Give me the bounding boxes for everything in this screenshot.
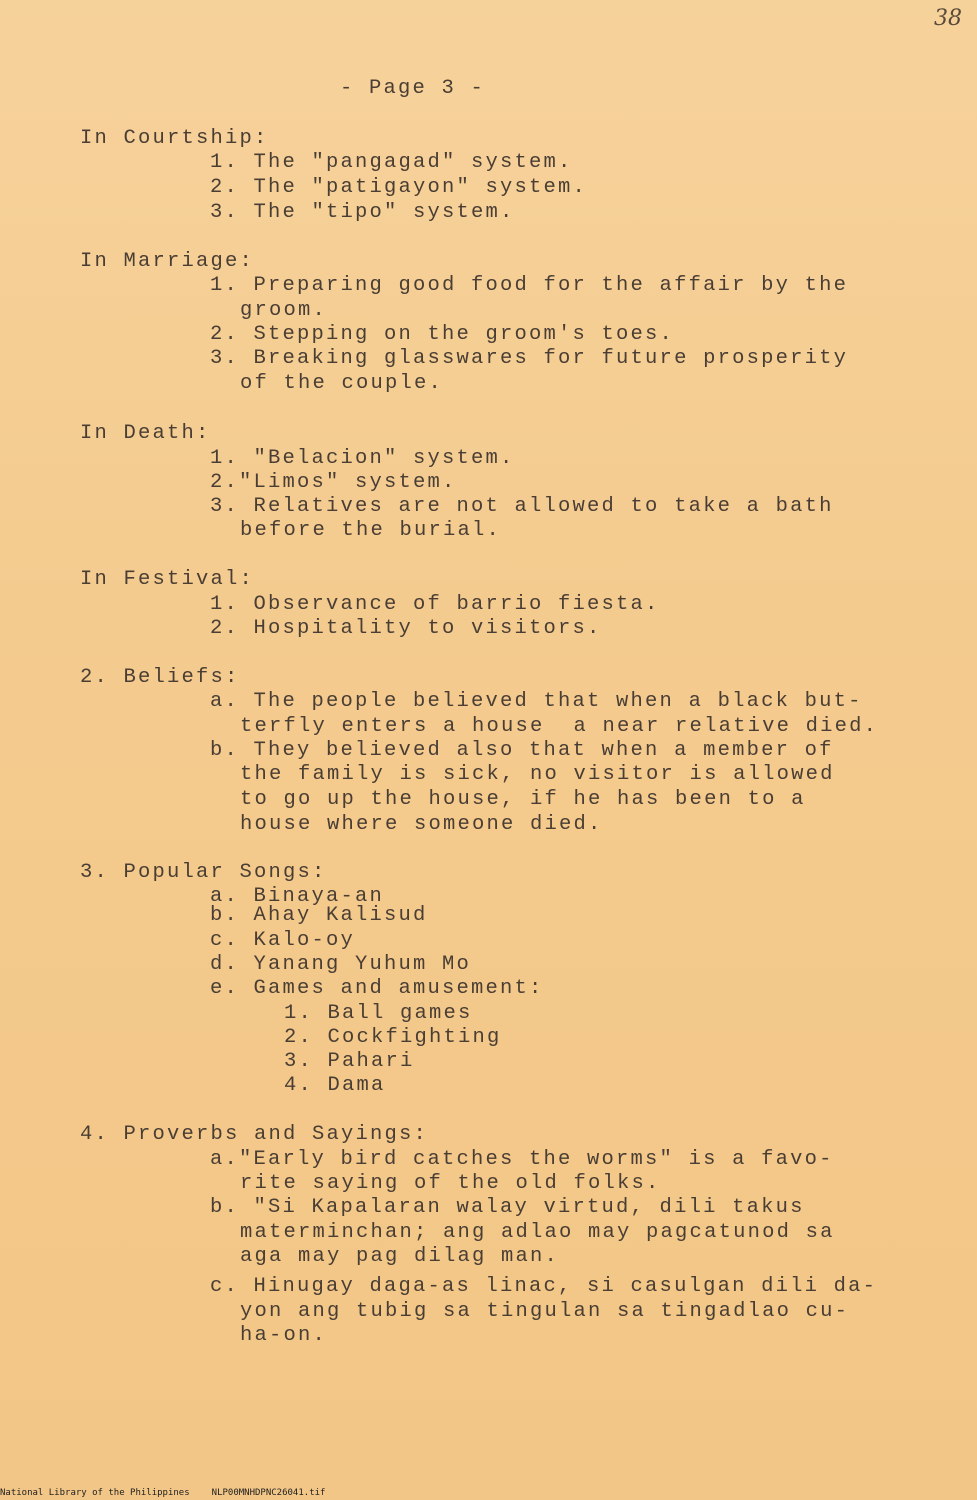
game-item: 1. Ball games [284,1002,473,1025]
festival-item: 2. Hospitality to visitors. [210,617,602,640]
section-heading-marriage: In Marriage: [80,250,255,273]
festival-item: 1. Observance of barrio fiesta. [210,593,660,616]
courtship-item: 2. The "patigayon" system. [210,176,588,199]
marriage-item: of the couple. [240,372,444,395]
song-item: d. Yanang Yuhum Mo [210,953,472,976]
proverb-item: a."Early bird catches the worms" is a favo- [210,1148,834,1171]
proverb-item: yon ang tubig sa tingulan sa tingadlao cu- [240,1300,850,1323]
archive-footer [0,1488,347,1498]
proverb-item: ha-on. [240,1324,328,1347]
footer-file-name: NLP00MNHDPNC26041.tif [211,1488,326,1498]
game-item: 2. Cockfighting [284,1026,502,1049]
marriage-item: 2. Stepping on the groom's toes. [210,323,675,346]
song-item: c. Kalo-oy [210,929,356,952]
beliefs-item: house where someone died. [240,813,603,836]
proverb-item: c. Hinugay daga-as linac, si casulgan dili da- [210,1275,878,1298]
section-heading-popular-songs: 3. Popular Songs: [80,861,327,884]
courtship-item: 1. The "pangagad" system. [210,151,573,174]
section-heading-beliefs: 2. Beliefs: [80,666,240,689]
beliefs-item: a. The people believed that when a black but- [210,690,863,713]
proverb-item: b. "Si Kapalaran walay virtud, dili takus [210,1196,805,1219]
marriage-item: groom. [240,299,328,322]
beliefs-item: b. They believed also that when a member of [210,739,834,762]
section-heading-death: In Death: [80,422,211,445]
courtship-item: 3. The "tipo" system. [210,201,515,224]
death-item: 1. "Belacion" system. [210,447,515,470]
death-item: 2."Limos" system. [210,471,457,494]
page-corner-number: 38 [934,6,962,31]
beliefs-item: to go up the house, if he has been to a [240,788,806,811]
game-item: 4. Dama [284,1074,386,1097]
death-item: 3. Relatives are not allowed to take a bath [210,495,834,518]
marriage-item: 1. Preparing good food for the affair by the [210,274,849,297]
section-heading-proverbs: 4. Proverbs and Sayings: [80,1123,429,1146]
song-item: a. Binaya-an [210,885,385,908]
proverb-item: rite saying of the old folks. [240,1172,661,1195]
page-header: - Page 3 - [340,77,486,100]
beliefs-item: the family is sick, no visitor is allowed [240,763,835,786]
song-item: e. Games and amusement: [210,977,544,1000]
proverb-item: aga may pag dilag man. [240,1245,560,1268]
death-item: before the burial. [240,519,502,542]
footer-library: National Library of the Philippines [0,1488,190,1498]
beliefs-item: terfly enters a house a near relative died. [240,715,879,738]
song-item: b. Ahay Kalisud [210,904,428,927]
marriage-item: 3. Breaking glasswares for future prosperity [210,347,849,370]
proverb-item: materminchan; ang adlao may pagcatunod sa [240,1221,835,1244]
section-heading-courtship: In Courtship: [80,127,269,150]
game-item: 3. Pahari [284,1050,415,1073]
section-heading-festival: In Festival: [80,568,255,591]
